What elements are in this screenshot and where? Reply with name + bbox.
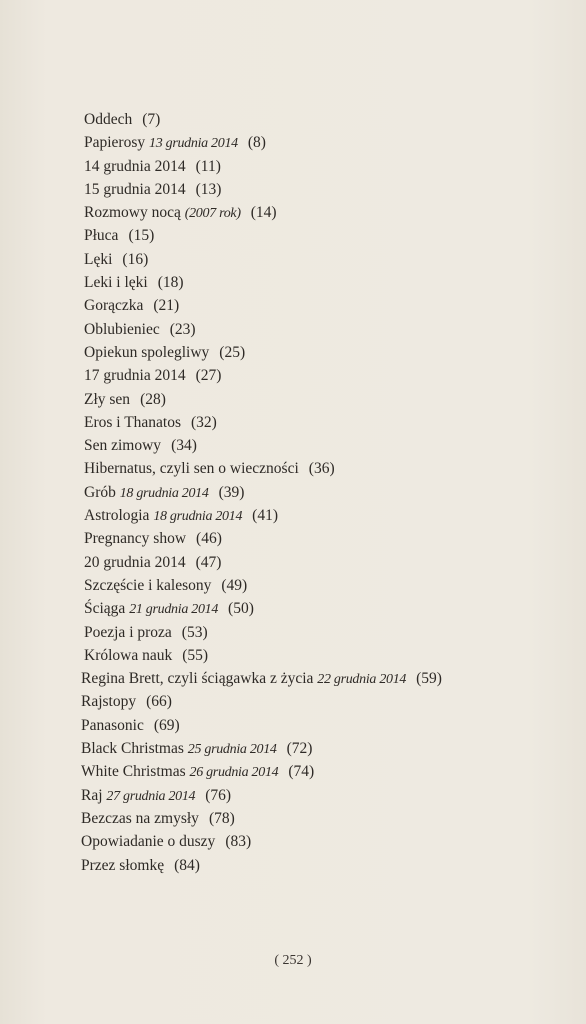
toc-entry: Szczęście i kalesony (49): [84, 576, 248, 594]
toc-entry: Leki i lęki (18): [84, 274, 184, 292]
toc-entry: 17 grudnia 2014 (27): [84, 367, 222, 385]
toc-entry: Opowiadanie o duszy (83): [81, 833, 252, 851]
toc-entry: Grób 18 grudnia 2014 (39): [84, 483, 245, 501]
toc-entry: Regina Brett, czyli ściągawka z życia 22 grudnia 2014 (59): [81, 670, 442, 688]
toc-entry: Pregnancy show (46): [84, 530, 222, 548]
table-of-contents: [81, 108, 554, 877]
toc-entry: Bezczas na zmysły (78): [81, 809, 235, 827]
toc-entry: 15 grudnia 2014 (13): [84, 180, 222, 198]
toc-entry: Oblubieniec (23): [84, 320, 196, 338]
toc-entry: Papierosy 13 grudnia 2014 (8): [84, 134, 266, 152]
toc-entry: Opiekun spolegliwy (25): [84, 343, 246, 361]
toc-entry: Gorączka (21): [84, 297, 180, 315]
toc-entry: Raj 27 grudnia 2014 (76): [81, 786, 232, 804]
toc-entry: Sen zimowy (34): [84, 437, 197, 455]
toc-entry: Zły sen (28): [84, 390, 166, 408]
toc-entry: Królowa nauk (55): [84, 646, 209, 664]
toc-entry: Black Christmas 25 grudnia 2014 (72): [81, 740, 313, 758]
toc-entry: Płuca (15): [84, 227, 155, 245]
toc-entry: Hibernatus, czyli sen o wieczności (36): [84, 460, 335, 478]
toc-entry: Przez słomkę (84): [81, 856, 200, 874]
toc-entry: White Christmas 26 grudnia 2014 (74): [81, 763, 315, 781]
toc-entry: Rajstopy (66): [81, 693, 172, 711]
toc-entry: 14 grudnia 2014 (11): [84, 157, 221, 175]
toc-entry: Poezja i proza (53): [84, 623, 208, 641]
toc-entry: Lęki (16): [84, 250, 149, 268]
toc-entry: Rozmowy nocą (2007 rok) (14): [84, 204, 277, 222]
toc-entry: Astrologia 18 grudnia 2014 (41): [84, 507, 278, 525]
toc-entry: Ściąga 21 grudnia 2014 (50): [84, 600, 254, 618]
page-number: ( 252 ): [274, 953, 312, 968]
toc-entry: Eros i Thanatos (32): [84, 413, 217, 431]
toc-entry: 20 grudnia 2014 (47): [84, 553, 222, 571]
toc-entry: Panasonic (69): [81, 716, 180, 734]
toc-entry: Oddech (7): [84, 111, 161, 128]
